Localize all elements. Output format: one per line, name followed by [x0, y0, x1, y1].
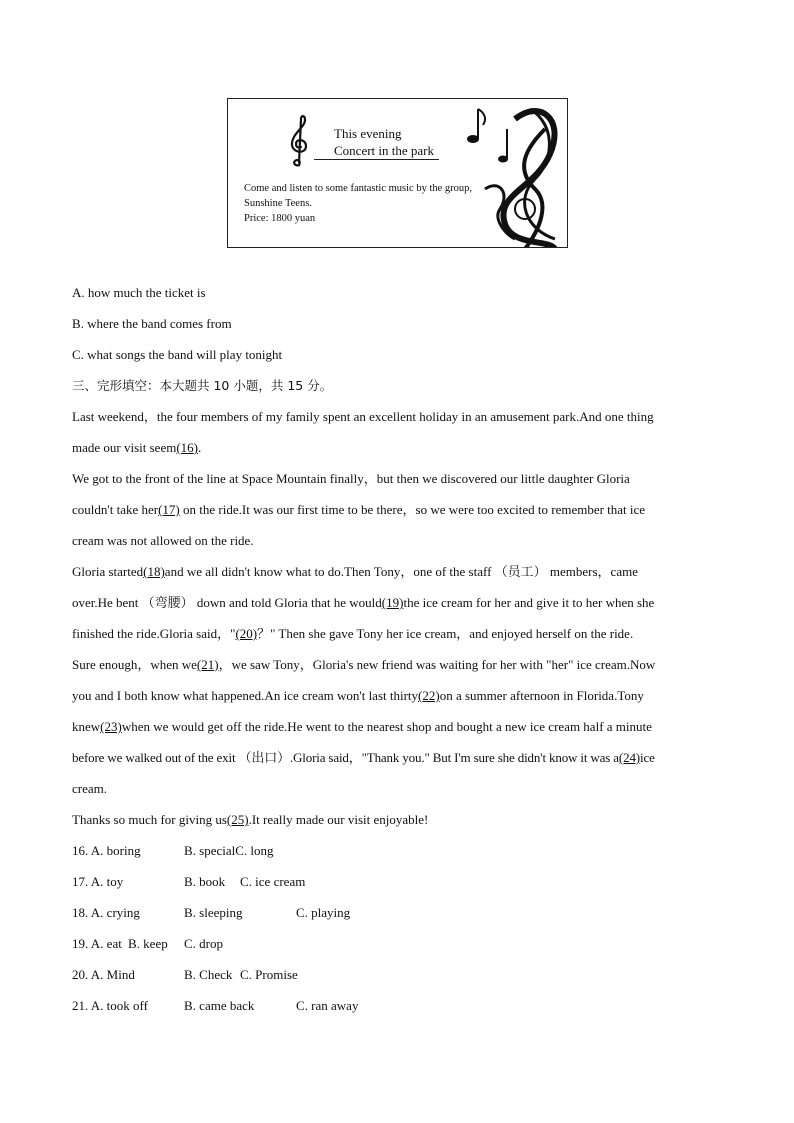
choice-a: 18. A. crying — [72, 905, 140, 920]
text: made our visit seem — [72, 440, 177, 455]
text: . — [198, 440, 202, 455]
poster-title — [334, 125, 434, 159]
text: ice — [639, 750, 655, 765]
option-a: A. how much the ticket is — [72, 285, 206, 300]
question-16 — [72, 838, 732, 869]
passage-line — [72, 497, 732, 528]
poster-body-line2: Sunshine Teens. — [244, 198, 312, 209]
passage-line — [72, 714, 732, 745]
question-17 — [72, 869, 732, 900]
choice-a: 20. A. Mind — [72, 967, 135, 982]
text: finished the ride.Gloria said，" — [72, 626, 236, 641]
blank-24: (24) — [618, 750, 640, 765]
choice-b: B. came back — [184, 998, 255, 1013]
text: ，we saw Tony，Gloria's new friend was waiting for her with "her" ice cream.Now — [218, 657, 656, 672]
blank-16: (16) — [176, 440, 199, 455]
passage-line — [72, 590, 732, 621]
choice-c: C. ice cream — [240, 874, 306, 889]
passage-line: We got to the front of the line at Space Mountain finally，but then we discovered our little daughter Gloria — [72, 471, 630, 486]
choice-b: B. book — [184, 874, 226, 889]
choice-a: 16. A. boring — [72, 843, 141, 858]
blank-20: (20) — [235, 626, 258, 641]
option-c: C. what songs the band will play tonight — [72, 347, 283, 362]
passage-line: cream. — [72, 781, 108, 796]
choice-c: C. playing — [296, 905, 351, 920]
blank-22: (22) — [418, 688, 440, 703]
text: over.He bent （弯腰） down and told Gloria that he would — [72, 595, 382, 610]
text: Gloria started — [72, 564, 144, 579]
music-notes-decoration-icon — [455, 99, 567, 248]
poster-price: Price: 1800 yuan — [244, 213, 316, 224]
option-b: B. where the band comes from — [72, 316, 232, 331]
passage-line — [72, 683, 732, 714]
text: Sure enough，when we — [72, 657, 197, 672]
text: you and I both know what happened.An ice cream won't last thirty — [72, 688, 419, 703]
text: couldn't take her — [72, 502, 159, 517]
passage-line — [72, 745, 732, 776]
blank-18: (18) — [143, 564, 165, 579]
choice-a: 21. A. took off — [72, 998, 148, 1013]
poster-body-line1: Come and listen to some fantastic music by the group, — [244, 183, 473, 194]
passage-line — [72, 435, 732, 466]
text: the ice cream for her and give it to her when she — [403, 595, 655, 610]
text: knew — [72, 719, 101, 734]
blank-25: (25) — [226, 812, 249, 827]
blank-23: (23) — [100, 719, 122, 734]
choice-c: C. drop — [184, 936, 223, 951]
treble-clef-icon — [286, 113, 312, 169]
choice-b: B. Check — [184, 967, 233, 982]
text: and we all didn't know what to do.Then Tony，one of the staff （员工） members，came — [164, 564, 638, 579]
passage-line: Last weekend，the four members of my family spent an excellent holiday in an amusement park.And one thing — [72, 409, 654, 424]
text: on the ride.It was our first time to be there，so we were too excited to remember that ice — [179, 502, 646, 517]
passage-line — [72, 652, 732, 683]
choice-c: C. Promise — [240, 967, 298, 982]
blank-21: (21) — [196, 657, 219, 672]
blank-19: (19) — [381, 595, 404, 610]
text: when we would get off the ride.He went to the nearest shop and bought a new ice cream half a minute — [121, 719, 652, 734]
poster-title-line2: Concert in the park — [334, 143, 434, 158]
text: ？" Then she gave Tony her ice cream，and enjoyed herself on the ride. — [257, 626, 634, 641]
choice-b: B. special — [184, 843, 236, 858]
choice-a: 19. A. eat — [72, 936, 122, 951]
question-18 — [72, 900, 732, 931]
choice-c: C. long — [235, 843, 274, 858]
poster-title-line1: This evening — [334, 126, 402, 141]
choice-b: B. sleeping — [184, 905, 243, 920]
question-21 — [72, 993, 732, 1024]
exam-document — [72, 280, 732, 1024]
passage-line — [72, 621, 732, 652]
text: .It really made our visit enjoyable! — [248, 812, 429, 827]
question-20 — [72, 962, 732, 993]
text: on a summer afternoon in Florida.Tony — [439, 688, 644, 703]
text: Thanks so much for giving us — [72, 812, 227, 827]
passage-line — [72, 559, 732, 590]
passage-line: cream was not allowed on the ride. — [72, 533, 254, 548]
choice-a: 17. A. toy — [72, 874, 124, 889]
section-heading: 三、完形填空：本大题共 10 小题，共 15 分。 — [72, 378, 333, 393]
passage-line — [72, 807, 732, 838]
question-19 — [72, 931, 732, 962]
blank-17: (17) — [158, 502, 180, 517]
text: before we walked out of the exit （出口）.Gloria said，"Thank you." But I'm sure she didn't know it was a — [72, 750, 619, 765]
concert-poster — [227, 98, 568, 248]
poster-divider — [314, 159, 439, 160]
choice-b: B. keep — [128, 936, 168, 951]
choice-c: C. ran away — [296, 998, 359, 1013]
